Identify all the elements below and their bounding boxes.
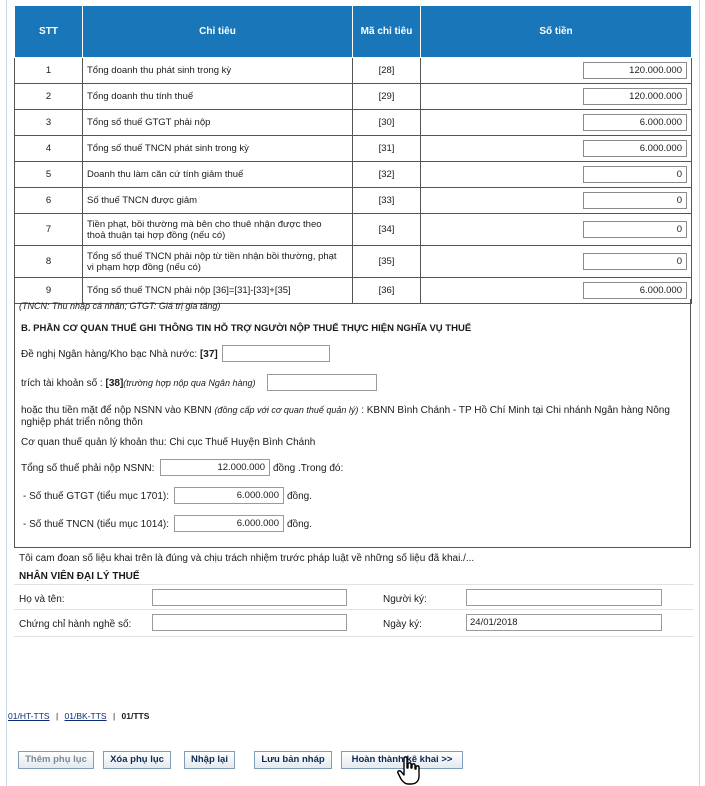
row-stt: 5 xyxy=(15,162,83,188)
table-row xyxy=(15,162,692,188)
agent-name-label: Họ và tên: xyxy=(19,594,65,605)
section-b xyxy=(14,299,691,548)
row-label-line2: thoả thuận tại hợp đồng (nếu có) xyxy=(87,229,226,241)
total-input[interactable]: 12.000.000 xyxy=(160,459,270,476)
divider xyxy=(14,584,694,585)
signer-label: Người ký: xyxy=(383,594,427,605)
amount-input-32[interactable]: 0 xyxy=(583,166,687,183)
gtgt-input[interactable]: 6.000.000 xyxy=(174,487,284,504)
row-label: Số thuế TNCN được giảm xyxy=(83,188,353,214)
date-label: Ngày ký: xyxy=(383,619,422,630)
col-header-so-tien: Số tiền xyxy=(421,6,692,58)
table-row xyxy=(15,136,692,162)
bank-code: [37] xyxy=(199,349,218,360)
tab-01-ht-tts[interactable]: 01/HT-TTS xyxy=(8,711,50,721)
complete-declaration-button[interactable]: Hoàn thành kê khai >> xyxy=(341,751,463,769)
table-row xyxy=(15,58,692,84)
agent-title: NHÂN VIÊN ĐẠI LÝ THUẾ xyxy=(19,571,140,582)
row-code: [33] xyxy=(353,188,421,214)
row-stt: 3 xyxy=(15,110,83,136)
amount-input-33[interactable]: 0 xyxy=(583,192,687,209)
section-b-title: B. PHẦN CƠ QUAN THUẾ GHI THÔNG TIN HỖ TRỢ NGƯỜI NỘP THUẾ THỰC HIỆN NGHĨA VỤ THUẾ xyxy=(21,323,472,334)
account-input[interactable] xyxy=(267,374,377,391)
row-stt: 6 xyxy=(15,188,83,214)
table-row xyxy=(15,246,692,278)
divider xyxy=(14,609,694,610)
table-row xyxy=(15,84,692,110)
total-suffix: đồng .Trong đó: xyxy=(273,463,344,474)
row-stt: 1 xyxy=(15,58,83,84)
total-label: Tổng số thuế phải nộp NSNN: xyxy=(21,463,155,474)
col-header-stt: STT xyxy=(15,6,83,58)
cert-input[interactable] xyxy=(152,614,347,631)
tab-01-bk-tts[interactable]: 01/BK-TTS xyxy=(64,711,107,721)
account-label xyxy=(21,378,255,389)
date-input[interactable]: 24/01/2018 xyxy=(466,614,662,631)
account-code: [38] xyxy=(105,378,124,389)
row-label-line1: Tổng số thuế TNCN phải nộp từ tiền nhận bồi thường, phạt xyxy=(87,250,337,262)
col-header-ma: Mã chỉ tiêu xyxy=(353,6,421,58)
tab-separator: | xyxy=(112,711,116,721)
row-label: Tổng doanh thu phát sinh trong kỳ xyxy=(83,58,353,84)
table-row xyxy=(15,110,692,136)
gtgt-suffix: đồng. xyxy=(287,491,313,502)
signer-input[interactable] xyxy=(466,589,662,606)
save-draft-button[interactable]: Lưu bản nháp xyxy=(254,751,332,769)
amount-input-34[interactable]: 0 xyxy=(583,221,687,238)
tab-separator: | xyxy=(55,711,59,721)
bank-label-text: Đề nghị Ngân hàng/Kho bạc Nhà nước: xyxy=(21,349,198,360)
row-code: [32] xyxy=(353,162,421,188)
row-code: [31] xyxy=(353,136,421,162)
amount-input-35[interactable]: 0 xyxy=(583,253,687,270)
row-label: Tổng số thuế GTGT phải nộp xyxy=(83,110,353,136)
row-code: [35] xyxy=(353,246,421,278)
row-stt: 2 xyxy=(15,84,83,110)
bank-input[interactable] xyxy=(222,345,330,362)
tncn-suffix: đồng. xyxy=(287,519,313,530)
table-row xyxy=(15,188,692,214)
hand-cursor-icon xyxy=(396,756,422,786)
row-label xyxy=(83,214,353,246)
amount-input-30[interactable]: 6.000.000 xyxy=(583,114,687,131)
col-header-chi-tieu: Chỉ tiêu xyxy=(83,6,353,58)
amount-input-29[interactable]: 120.000.000 xyxy=(583,88,687,105)
row-label xyxy=(83,246,353,278)
cash-hint: (đồng cấp với cơ quan thuế quản lý) xyxy=(214,405,359,415)
tab-01-tts[interactable]: 01/TTS xyxy=(121,711,150,721)
row-code: [28] xyxy=(353,58,421,84)
account-label-text: trích tài khoản số : xyxy=(21,378,103,389)
row-code: [36] xyxy=(353,278,421,304)
tax-authority: Cơ quan thuế quản lý khoản thu: Chi cục Thuế Huyện Bình Chánh xyxy=(21,437,316,448)
delete-appendix-button[interactable]: Xóa phụ lục xyxy=(103,751,171,769)
tncn-label: - Số thuế TNCN (tiểu mục 1014): xyxy=(23,519,169,530)
add-appendix-button[interactable]: Thêm phụ lục xyxy=(18,751,94,769)
bank-label xyxy=(21,349,218,360)
row-label: Tổng doanh thu tính thuế xyxy=(83,84,353,110)
amount-input-36[interactable]: 6.000.000 xyxy=(583,282,687,299)
amount-input-31[interactable]: 6.000.000 xyxy=(583,140,687,157)
row-label: Doanh thu làm căn cứ tính giảm thuế xyxy=(83,162,353,188)
cash-prefix: hoặc thu tiền mặt để nộp NSNN vào KBNN xyxy=(21,405,212,416)
row-code: [34] xyxy=(353,214,421,246)
gtgt-label: - Số thuế GTGT (tiểu mục 1701): xyxy=(23,491,169,502)
agent-name-input[interactable] xyxy=(152,589,347,606)
reenter-button[interactable]: Nhập lại xyxy=(184,751,235,769)
tncn-input[interactable]: 6.000.000 xyxy=(174,515,284,532)
cash-value-line1: : KBNN Bình Chánh - TP Hồ Chí Minh tại Chi nhánh Ngân hàng Nông xyxy=(361,405,670,416)
cert-label: Chứng chỉ hành nghề số: xyxy=(19,619,132,630)
abbreviation-note: (TNCN: Thu nhập cá nhân; GTGT: Giá trị gia tăng) xyxy=(19,301,221,311)
amount-input-28[interactable]: 120.000.000 xyxy=(583,62,687,79)
divider xyxy=(14,636,694,637)
account-hint: (trường hợp nộp qua Ngân hàng) xyxy=(123,378,256,388)
cash-value-line2: nghiệp phát triển nông thôn xyxy=(21,417,143,428)
row-label: Tổng số thuế TNCN phải nộp [36]=[31]-[33]+[35] xyxy=(83,278,353,304)
cash-payment-text xyxy=(21,404,685,429)
row-label-line2: vi phạm hợp đồng (nếu có) xyxy=(87,261,201,273)
row-code: [29] xyxy=(353,84,421,110)
row-label-line1: Tiền phạt, bồi thường mà bên cho thuê nhận được theo xyxy=(87,218,322,230)
row-stt: 4 xyxy=(15,136,83,162)
row-stt: 7 xyxy=(15,214,83,246)
form-tabs xyxy=(8,711,149,721)
table-row xyxy=(15,214,692,246)
row-stt: 8 xyxy=(15,246,83,278)
row-stt: 9 xyxy=(15,278,83,304)
row-label: Tổng số thuế TNCN phát sinh trong kỳ xyxy=(83,136,353,162)
row-code: [30] xyxy=(353,110,421,136)
tax-table xyxy=(14,5,692,304)
table-header-row xyxy=(15,6,692,58)
declaration-text: Tôi cam đoan số liệu khai trên là đúng và chịu trách nhiệm trước pháp luật về những số liệu đã khai./... xyxy=(19,553,475,564)
